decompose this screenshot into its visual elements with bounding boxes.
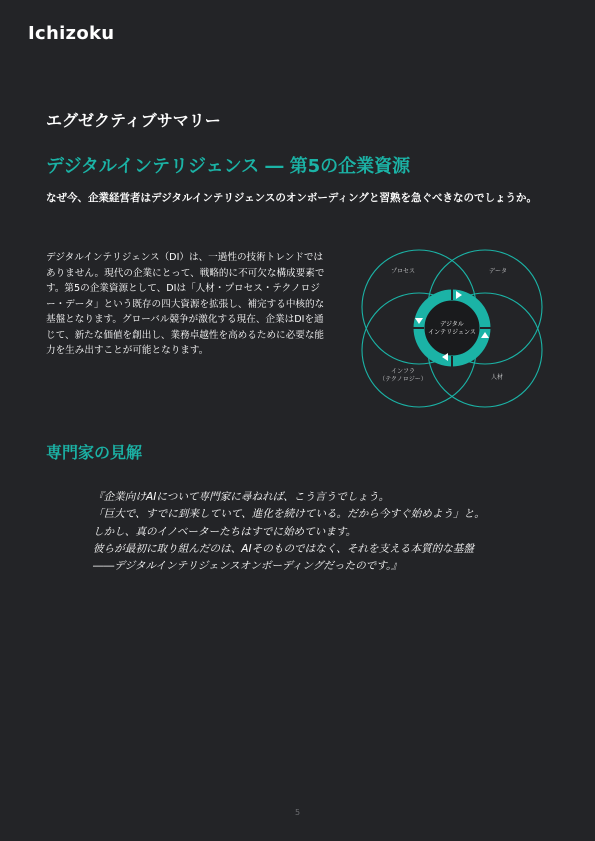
page-number: 5 xyxy=(294,808,301,817)
diagram-label-data: データ xyxy=(488,268,508,275)
lead-question: なぜ今、企業経営者はデジタルインテリジェンスのオンボーディングと習熟を急ぐべきなのでしょうか。 xyxy=(46,192,537,204)
diagram-label-infra-1: インフラ xyxy=(390,368,416,375)
quote-line: 『企業向けAIについて専門家に尋ねれば、こう言うでしょう。 xyxy=(93,491,390,503)
center-cycle-ring xyxy=(413,289,491,367)
company-logo: Ichizoku xyxy=(28,23,115,44)
diagram-center-label-2: インテリジェンス xyxy=(428,329,476,336)
diagram-label-infra-2: （テクノロジー） xyxy=(379,376,427,383)
quote-line: 「巨大で、すでに到来していて、進化を続けている。だから今すぐ始めよう」と。 xyxy=(93,508,485,521)
quote-line: しかし、真のイノベーターたちはすでに始めています。 xyxy=(93,525,357,538)
diagram-label-people: 人材 xyxy=(490,374,504,381)
quote-line: ――デジタルインテリジェンスオンボーディングだったのです。』 xyxy=(93,560,402,573)
diagram-center-label-1: デジタル xyxy=(440,321,464,328)
diagram-label-process: プロセス xyxy=(390,268,416,275)
five-resources-diagram xyxy=(352,240,552,410)
experts-view-title: 専門家の見解 xyxy=(46,443,143,462)
section-title: エグゼクティブサマリー xyxy=(46,111,221,130)
body-paragraph: デジタルインテリジェンス（DI）は、一過性の技術トレンドではありません。現代の企業にとって、戦略的に不可欠な構成要素です。第5の企業資源として、DIは「人材・プロセス・テクノロジー・データ」という既存の四大資源を拡張し、補完する中核的な基盤となります。グローバル競争が激化する現在、企業はDIを通じて、新たな価値を創出し、業務卓越性を高めるために必要な能力を生み出すことが可能となります。 xyxy=(46,252,325,356)
expert-quote xyxy=(93,489,563,575)
quote-line: 彼らが最初に取り組んだのは、AIそのものではなく、それを支える本質的な基盤 xyxy=(93,542,474,555)
headline: デジタルインテリジェンス ― 第5の企業資源 xyxy=(46,156,411,177)
